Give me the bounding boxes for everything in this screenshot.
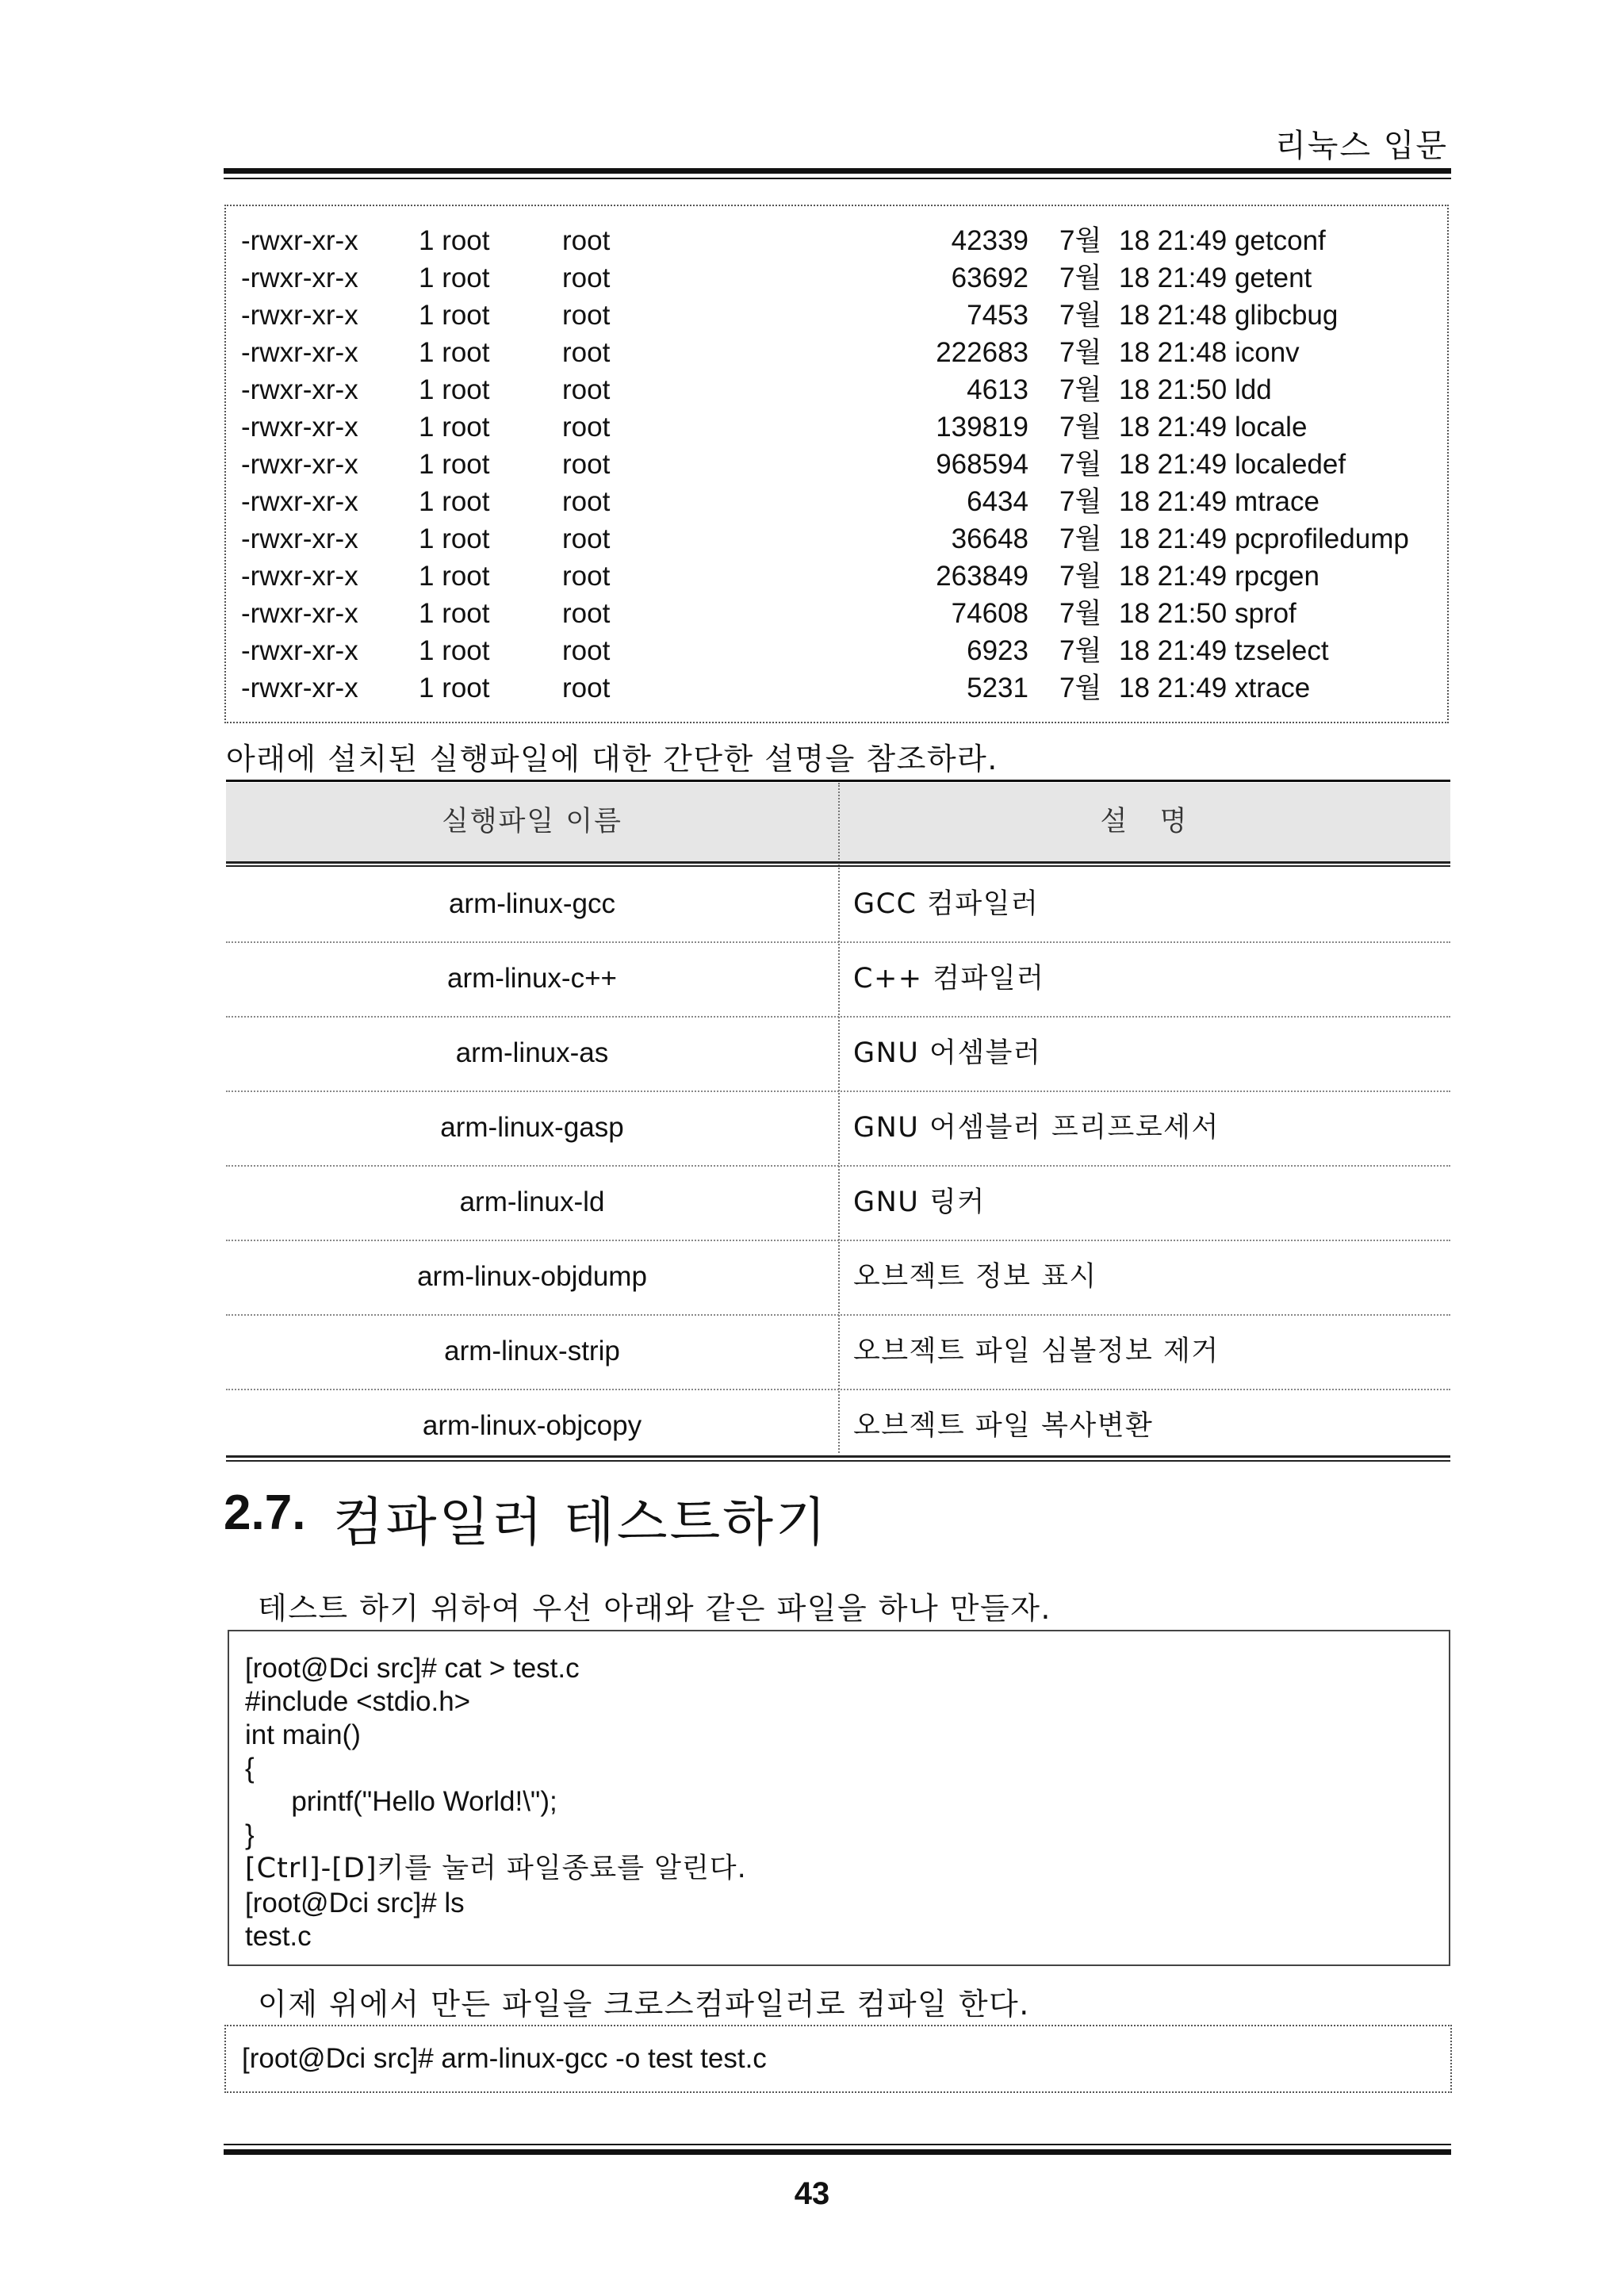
listing-permissions: -rwxr-xr-x	[241, 486, 358, 517]
executable-desc: 오브젝트 파일 심볼정보 제거	[853, 1336, 1220, 1367]
listing-month: 7월	[1059, 561, 1102, 592]
listing-group: root	[562, 486, 611, 517]
listing-group: root	[562, 523, 611, 554]
file-listing-box	[224, 205, 1449, 723]
listing-links: 1 root	[419, 486, 490, 517]
listing-size: 222683	[936, 337, 1028, 368]
page-number: 43	[794, 2176, 830, 2211]
listing-permissions: -rwxr-xr-x	[241, 449, 358, 480]
header-rule-thin	[224, 178, 1451, 179]
listing-size: 6434	[967, 486, 1028, 517]
listing-size: 6923	[967, 635, 1028, 666]
listing-size: 7453	[967, 300, 1028, 331]
executable-desc: GNU 링커	[853, 1186, 986, 1218]
listing-links: 1 root	[419, 225, 490, 256]
listing-date-name: 18 21:48 iconv	[1119, 337, 1300, 368]
listing-month: 7월	[1059, 598, 1102, 629]
listing-size: 63692	[951, 263, 1028, 293]
listing-row	[226, 483, 1447, 520]
listing-links: 1 root	[419, 412, 490, 443]
listing-size: 36648	[951, 523, 1028, 554]
listing-group: root	[562, 300, 611, 331]
listing-links: 1 root	[419, 449, 490, 480]
listing-month: 7월	[1059, 374, 1102, 405]
executable-name: arm-linux-as	[455, 1037, 609, 1068]
listing-month: 7월	[1059, 337, 1102, 368]
code-line: {	[245, 1753, 255, 1784]
listing-date-name: 18 21:49 getconf	[1119, 225, 1326, 256]
table-header-desc: 설 명	[1100, 806, 1189, 838]
table-row	[226, 1389, 1450, 1463]
executable-name: arm-linux-objcopy	[422, 1410, 642, 1441]
code-block-compile	[224, 2025, 1452, 2093]
listing-date-name: 18 21:49 xtrace	[1119, 673, 1311, 703]
code-line: printf("Hello World!\");	[245, 1786, 557, 1817]
listing-links: 1 root	[419, 300, 490, 331]
listing-row	[226, 632, 1447, 669]
listing-row	[226, 334, 1447, 371]
listing-date-name: 18 21:49 rpcgen	[1119, 561, 1320, 592]
table-row	[226, 941, 1450, 1016]
listing-date-name: 18 21:50 ldd	[1119, 374, 1272, 405]
listing-size: 4613	[967, 374, 1028, 405]
code-line: [root@Dci src]# cat > test.c	[245, 1653, 580, 1684]
footer-rule-thin	[224, 2144, 1451, 2145]
listing-row	[226, 446, 1447, 483]
listing-group: root	[562, 225, 611, 256]
listing-permissions: -rwxr-xr-x	[241, 225, 358, 256]
listing-group: root	[562, 449, 611, 480]
compile-intro-paragraph: 이제 위에서 만든 파일을 크로스컴파일러로 컴파일 한다.	[258, 1987, 1030, 2022]
listing-month: 7월	[1059, 225, 1102, 256]
listing-row	[226, 520, 1447, 558]
listing-group: root	[562, 598, 611, 629]
listing-links: 1 root	[419, 523, 490, 554]
table-header-rule	[226, 861, 1450, 864]
header-title: 리눅스 입문	[1275, 128, 1448, 164]
listing-date-name: 18 21:49 localedef	[1119, 449, 1346, 480]
listing-group: root	[562, 412, 611, 443]
listing-links: 1 root	[419, 673, 490, 703]
listing-date-name: 18 21:49 mtrace	[1119, 486, 1320, 517]
listing-group: root	[562, 673, 611, 703]
listing-permissions: -rwxr-xr-x	[241, 598, 358, 629]
listing-row	[226, 669, 1447, 707]
listing-month: 7월	[1059, 635, 1102, 666]
table-row	[226, 1165, 1450, 1240]
listing-links: 1 root	[419, 635, 490, 666]
listing-date-name: 18 21:49 locale	[1119, 412, 1308, 443]
listing-group: root	[562, 374, 611, 405]
intro-paragraph: 아래에 설치된 실행파일에 대한 간단한 설명을 참조하라.	[226, 742, 998, 776]
code-line: test.c	[245, 1921, 312, 1952]
executable-name: arm-linux-c++	[447, 963, 617, 994]
executable-name: arm-linux-strip	[444, 1336, 620, 1366]
code-line: [Ctrl]-[D]키를 눌러 파일종료를 알린다.	[245, 1853, 747, 1884]
listing-month: 7월	[1059, 412, 1102, 443]
code-line: int main()	[245, 1719, 361, 1750]
listing-permissions: -rwxr-xr-x	[241, 300, 358, 331]
listing-date-name: 18 21:48 glibcbug	[1119, 300, 1339, 331]
listing-month: 7월	[1059, 486, 1102, 517]
code-block-test-file	[228, 1630, 1450, 1966]
table-row	[226, 1016, 1450, 1091]
listing-group: root	[562, 263, 611, 293]
executable-name: arm-linux-gcc	[448, 888, 616, 919]
listing-links: 1 root	[419, 598, 490, 629]
listing-row	[226, 259, 1447, 297]
listing-permissions: -rwxr-xr-x	[241, 561, 358, 592]
listing-permissions: -rwxr-xr-x	[241, 374, 358, 405]
listing-size: 42339	[951, 225, 1028, 256]
listing-links: 1 root	[419, 374, 490, 405]
header-rule-thick	[224, 168, 1451, 174]
listing-row	[226, 595, 1447, 632]
listing-month: 7월	[1059, 449, 1102, 480]
listing-month: 7월	[1059, 300, 1102, 331]
table-header-name: 실행파일 이름	[442, 806, 622, 838]
listing-date-name: 18 21:49 getent	[1119, 263, 1312, 293]
listing-month: 7월	[1059, 263, 1102, 293]
executable-desc: GNU 어셈블러 프리프로세서	[853, 1112, 1220, 1144]
executable-name: arm-linux-gasp	[440, 1112, 624, 1143]
listing-size: 263849	[936, 561, 1028, 592]
code-line: [root@Dci src]# arm-linux-gcc -o test test.c	[242, 2043, 767, 2074]
footer-rule-thick	[224, 2149, 1451, 2155]
listing-permissions: -rwxr-xr-x	[241, 263, 358, 293]
listing-row	[226, 371, 1447, 408]
listing-row	[226, 408, 1447, 446]
test-intro-paragraph: 테스트 하기 위하여 우선 아래와 같은 파일을 하나 만들자.	[258, 1591, 1051, 1626]
section-title: 컴파일러 테스트하기	[333, 1492, 829, 1553]
listing-size: 74608	[951, 598, 1028, 629]
listing-date-name: 18 21:49 tzselect	[1119, 635, 1329, 666]
table-row	[226, 1314, 1450, 1389]
listing-permissions: -rwxr-xr-x	[241, 337, 358, 368]
table-row	[226, 867, 1450, 941]
listing-size: 139819	[936, 412, 1028, 443]
table-row	[226, 1091, 1450, 1165]
listing-permissions: -rwxr-xr-x	[241, 673, 358, 703]
listing-row	[226, 297, 1447, 334]
executable-desc: C++ 컴파일러	[853, 963, 1045, 995]
code-line: [root@Dci src]# ls	[245, 1888, 465, 1918]
listing-permissions: -rwxr-xr-x	[241, 635, 358, 666]
listing-size: 5231	[967, 673, 1028, 703]
section-number: 2.7.	[224, 1485, 306, 1540]
listing-row	[226, 558, 1447, 595]
code-line: #include <stdio.h>	[245, 1686, 471, 1717]
code-line: }	[245, 1819, 255, 1850]
listing-group: root	[562, 635, 611, 666]
executable-name: arm-linux-objdump	[417, 1261, 647, 1292]
listing-links: 1 root	[419, 561, 490, 592]
listing-month: 7월	[1059, 673, 1102, 703]
listing-row	[226, 222, 1447, 259]
listing-links: 1 root	[419, 263, 490, 293]
listing-group: root	[562, 337, 611, 368]
executable-desc: GNU 어셈블러	[853, 1037, 1042, 1069]
table-bottom-rule-2	[226, 1460, 1450, 1462]
executable-desc: 오브젝트 정보 표시	[853, 1261, 1097, 1293]
executable-desc: 오브젝트 파일 복사변환	[853, 1410, 1154, 1442]
table-bottom-rule	[226, 1455, 1450, 1458]
executable-name: arm-linux-ld	[459, 1186, 605, 1217]
listing-month: 7월	[1059, 523, 1102, 554]
listing-date-name: 18 21:50 sprof	[1119, 598, 1297, 629]
listing-permissions: -rwxr-xr-x	[241, 523, 358, 554]
listing-permissions: -rwxr-xr-x	[241, 412, 358, 443]
table-row	[226, 1240, 1450, 1314]
listing-size: 968594	[936, 449, 1028, 480]
listing-links: 1 root	[419, 337, 490, 368]
listing-group: root	[562, 561, 611, 592]
table-top-rule	[226, 780, 1450, 782]
executable-desc: GCC 컴파일러	[853, 888, 1040, 920]
listing-date-name: 18 21:49 pcprofiledump	[1119, 523, 1409, 554]
